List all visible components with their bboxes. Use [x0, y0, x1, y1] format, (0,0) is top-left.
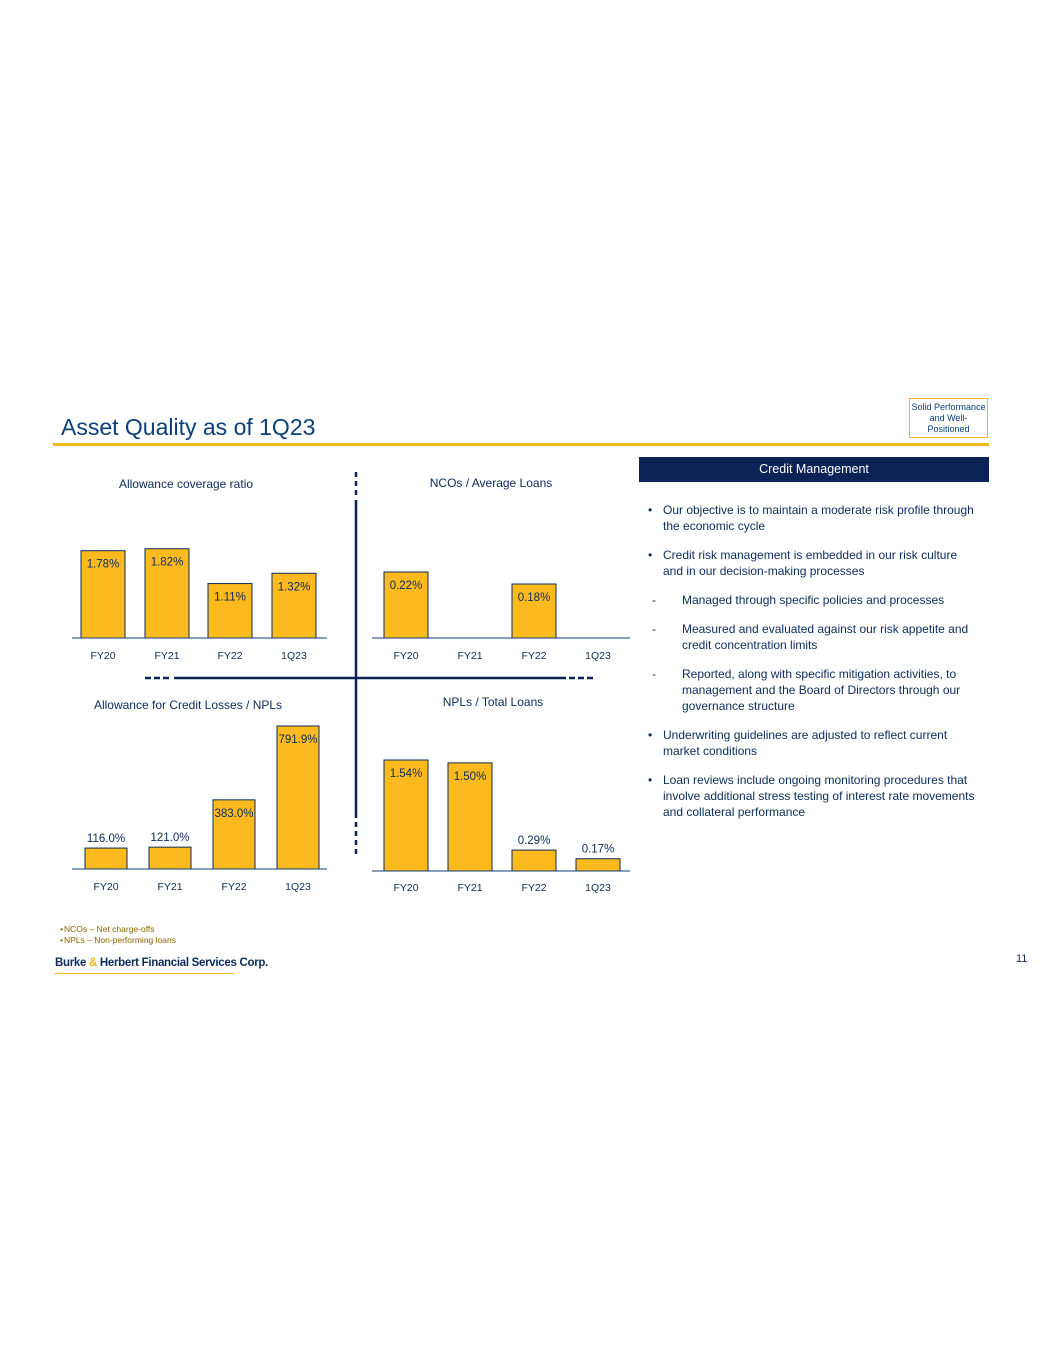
- footnote: • NCOs – Net charge-offs: [60, 924, 176, 935]
- category-tick-label: FY21: [157, 881, 183, 893]
- bullet-line: - Measured and evaluated against our risk appetite and: [682, 622, 969, 636]
- credit-management-heading: Credit Management: [639, 457, 989, 482]
- section-badge: [909, 398, 988, 438]
- sub-bullet-item: [648, 621, 993, 653]
- bar-chart: [72, 698, 327, 893]
- bar: [277, 726, 319, 869]
- category-tick-label: 1Q23: [285, 881, 311, 893]
- category-tick-label: 1Q23: [585, 650, 611, 662]
- category-tick-label: FY21: [457, 882, 483, 894]
- data-label: 1.11%: [214, 591, 246, 604]
- category-tick-label: FY22: [221, 881, 247, 893]
- bar-chart: [72, 477, 327, 662]
- bar-chart: [372, 476, 630, 662]
- bullet-line: management and the Board of Directors through our: [682, 683, 961, 697]
- bullet-line: - Reported, along with specific mitigation activities, to: [682, 667, 957, 681]
- bullet-item: [648, 727, 993, 759]
- category-tick-label: FY20: [93, 881, 119, 893]
- bullet-line: • Credit risk management is embedded in our risk culture: [663, 548, 958, 562]
- data-label: 1.50%: [453, 770, 487, 783]
- footnotes: [60, 924, 176, 946]
- bullet-line: involve additional stress testing of interest rate movements: [663, 789, 975, 803]
- bullet-item: [648, 502, 993, 534]
- chart-title: Allowance coverage ratio: [118, 477, 254, 491]
- quadrant-dividers: [145, 472, 596, 856]
- chart-layer: [72, 476, 630, 894]
- category-tick-label: FY22: [521, 650, 547, 662]
- logo-ampersand: &: [89, 957, 98, 969]
- bullet-line: credit concentration limits: [682, 638, 818, 652]
- charts-panel: [0, 0, 640, 900]
- data-label: 1.78%: [86, 558, 120, 571]
- logo-underline: [55, 973, 234, 974]
- chart-title: NCOs / Average Loans: [429, 476, 553, 490]
- category-tick-label: FY22: [521, 882, 547, 894]
- badge-line: and Well-: [929, 413, 968, 423]
- category-tick-label: 1Q23: [281, 650, 307, 662]
- logo-text: Burke: [55, 957, 89, 969]
- category-tick-label: FY22: [217, 650, 243, 662]
- bar: [85, 848, 127, 869]
- data-label: 0.17%: [581, 843, 615, 856]
- footnote: • NPLs – Non-performing loans: [60, 935, 176, 946]
- logo-text: Herbert Financial Services Corp.: [97, 957, 268, 969]
- sub-bullet-item: [648, 666, 993, 714]
- sub-bullet-item: [648, 592, 993, 608]
- data-label: 116.0%: [86, 833, 126, 846]
- badge-line: Solid Performance: [911, 402, 986, 412]
- credit-management-list: [648, 502, 993, 833]
- page-title: Asset Quality as of 1Q23: [61, 414, 316, 440]
- data-label: 1.32%: [277, 581, 311, 594]
- bullet-line: the economic cycle: [663, 519, 766, 533]
- data-label: 0.22%: [389, 580, 423, 592]
- bullet-line: • Our objective is to maintain a moderate risk profile through: [663, 503, 974, 517]
- data-label: 0.18%: [517, 592, 551, 604]
- bullet-line: • Loan reviews include ongoing monitoring procedures that: [663, 773, 968, 787]
- category-tick-label: FY21: [154, 650, 180, 662]
- badge-line: Positioned: [927, 424, 970, 434]
- data-label: 121.0%: [150, 832, 190, 845]
- bar: [512, 850, 556, 871]
- bar: [576, 859, 620, 871]
- chart-title: Allowance for Credit Losses / NPLs: [93, 698, 283, 712]
- bullet-item: [648, 772, 993, 820]
- bullet-line: governance structure: [682, 699, 795, 713]
- category-tick-label: 1Q23: [585, 882, 611, 894]
- data-label: 383.0%: [214, 807, 254, 820]
- bullet-line: and in our decision-making processes: [663, 564, 865, 578]
- chart-title: NPLs / Total Loans: [442, 695, 544, 709]
- data-label: 791.9%: [278, 734, 318, 746]
- data-label: 1.54%: [389, 768, 423, 780]
- category-tick-label: FY20: [90, 650, 116, 662]
- company-logo: [55, 957, 268, 969]
- bar-chart: [372, 695, 630, 894]
- bullet-item: [648, 547, 993, 579]
- data-label: 1.82%: [150, 556, 184, 569]
- category-tick-label: FY21: [457, 650, 483, 662]
- category-tick-label: FY20: [393, 650, 419, 662]
- data-label: 0.29%: [517, 835, 551, 848]
- bar: [149, 847, 191, 869]
- bullet-line: • Underwriting guidelines are adjusted to reflect current: [663, 728, 948, 742]
- bullet-line: and collateral performance: [663, 805, 806, 819]
- page-number: 11: [1016, 953, 1028, 965]
- bullet-line: - Managed through specific policies and processes: [682, 593, 945, 607]
- category-tick-label: FY20: [393, 882, 419, 894]
- bullet-line: market conditions: [663, 744, 758, 758]
